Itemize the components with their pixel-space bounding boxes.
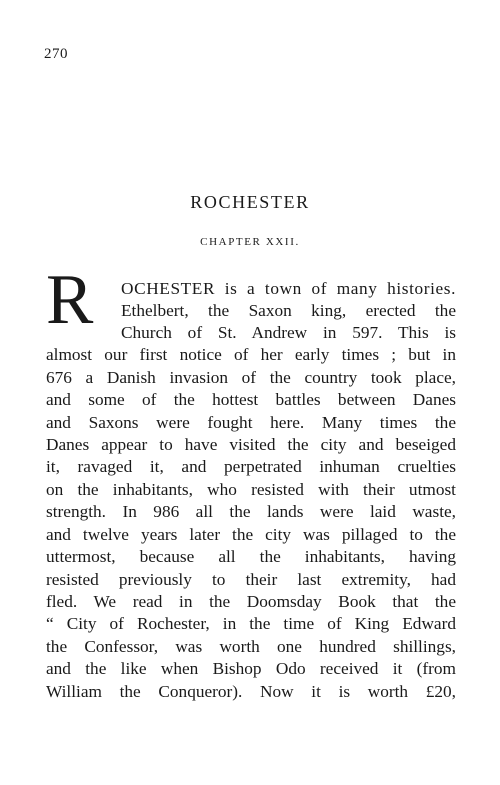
text-line: strength. In 986 all the lands were laid waste, (46, 502, 456, 521)
text-line: on the inhabitants, who resisted with their utmost (46, 480, 456, 499)
page-number: 270 (44, 46, 68, 62)
text-line: and some of the hottest battles between Danes (46, 390, 456, 409)
drop-cap: R (46, 261, 94, 339)
text-line: “ City of Rochester, in the time of King Edward (46, 614, 456, 633)
text-line: Church of St. Andrew in 597. This is (121, 323, 456, 342)
text-line: almost our first notice of her early times ; but in (46, 345, 456, 364)
text-line: uttermost, because all the inhabitants, having (46, 547, 456, 566)
text-line: the Confessor, was worth one hundred shillings, (46, 637, 456, 656)
text-line: it, ravaged it, and perpetrated inhuman cruelties (46, 457, 456, 476)
text-line: 676 a Danish invasion of the country took place, (46, 368, 456, 387)
text-line: Ethelbert, the Saxon king, erected the (121, 301, 456, 320)
chapter-title: ROCHESTER (190, 192, 310, 212)
text-line: fled. We read in the Doomsday Book that the (46, 592, 456, 611)
text-line: OCHESTER is a town of many histories. (121, 279, 456, 298)
text-line: Danes appear to have visited the city and beseiged (46, 435, 456, 454)
text-line: and the like when Bishop Odo received it (from (46, 659, 456, 678)
text-line: and twelve years later the city was pillaged to the (46, 525, 456, 544)
text-line: William the Conqueror). Now it is worth £20, (46, 682, 456, 701)
chapter-number: CHAPTER XXII. (200, 236, 300, 248)
text-line: resisted previously to their last extremity, had (46, 570, 456, 589)
text-line: and Saxons were fought here. Many times the (46, 413, 456, 432)
